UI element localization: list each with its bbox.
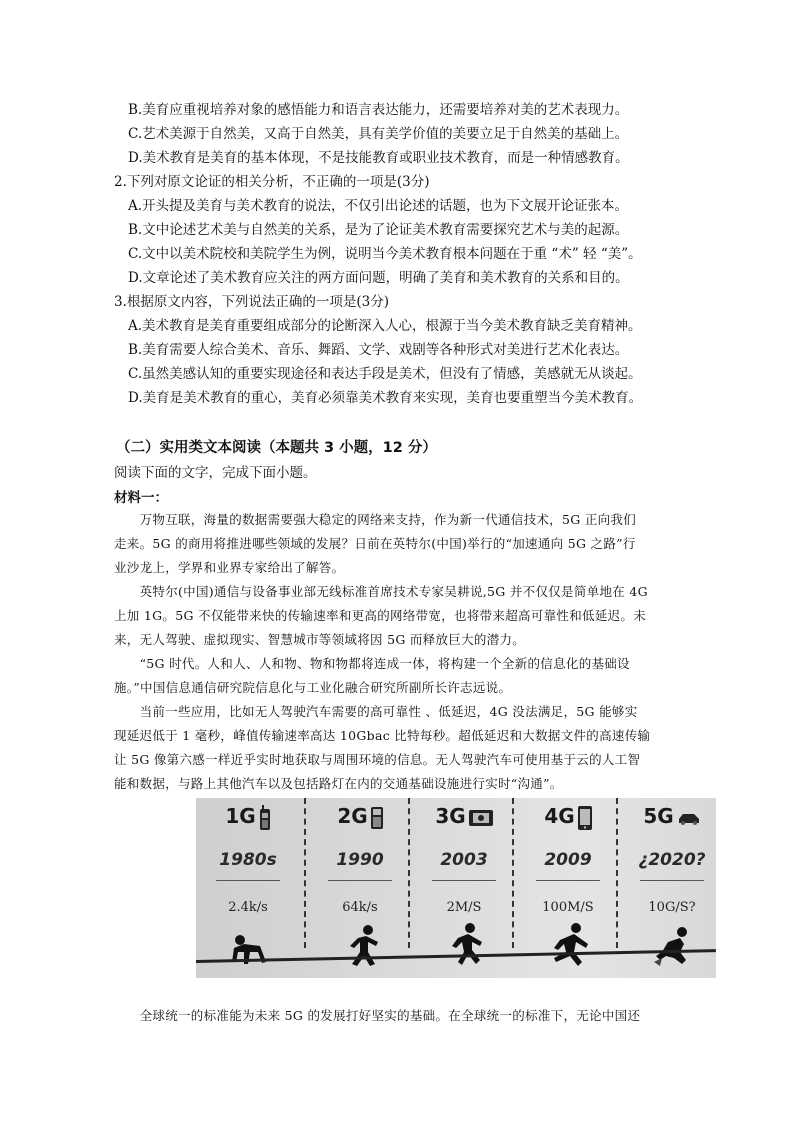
generation-year: 1980s	[219, 850, 277, 870]
generation-label: 5G	[643, 804, 674, 828]
paragraph-line: 业沙龙上，学界和业界专家给出了解答。	[114, 560, 345, 575]
rocket-figure-icon	[652, 922, 696, 968]
q3-option-a: A.美术教育是美育重要组成部分的论断深入人心，根源于当今美术教育缺乏美育精神。	[128, 318, 642, 334]
smartphone-icon	[578, 806, 592, 830]
generation-speed: 64k/s	[342, 900, 378, 915]
generation-speed: 2.4k/s	[228, 900, 268, 915]
generation-label: 3G	[435, 804, 466, 828]
generation-3g	[412, 798, 516, 978]
q2-option-d: D.文章论述了美术教育应关注的两方面问题，明确了美育和美术教育的关系和目的。	[128, 270, 629, 286]
generation-1g	[196, 798, 300, 978]
paragraph-line: 让 5G 像第六感一样近乎实时地获取与周围环境的信息。无人驾驶汽车可使用基于云的人工智	[114, 752, 641, 767]
paragraph-line: 万物互联，海量的数据需要强大稳定的网络来支持，作为新一代通信技术，5G 正向我们	[114, 512, 637, 527]
paragraph-line: 全球统一的标准能为未来 5G 的发展打好坚实的基础。在全球统一的标准下，无论中国还	[114, 1008, 641, 1023]
car-icon	[677, 811, 701, 825]
q2-stem: 2.下列对原文论证的相关分析，不正确的一项是(3分)	[114, 174, 430, 190]
sprinting-figure-icon	[548, 922, 592, 968]
keypad-phone-icon	[371, 807, 383, 829]
generation-speed: 2M/S	[446, 900, 482, 915]
paragraph-line: “5G 时代。人和人、人和物、物和物都将连成一体，将构建一个全新的信息化的基础设	[114, 656, 630, 671]
generation-speed: 10G/S?	[648, 900, 696, 915]
paragraph-line: 当前一些应用，比如无人驾驶汽车需要的高可靠性 、低延迟，4G 没法满足，5G 能够实	[114, 704, 638, 719]
q3-stem: 3.根据原文内容，下列说法正确的一项是(3分)	[114, 294, 390, 310]
q1-option-d: D.美术教育是美育的基本体现，不是技能教育或职业技术教育，而是一种情感教育。	[128, 150, 629, 166]
generation-year: ¿2020?	[638, 850, 706, 870]
paragraph-line: 上加 1G。5G 不仅能带来快的传输速率和更高的网络带宽，也将带来超高可靠性和低延迟。未	[114, 608, 647, 623]
brick-phone-icon	[259, 805, 271, 831]
q2-option-a: A.开头提及美育与美术教育的说法，不仅引出论述的话题，也为下文展开论证张本。	[128, 198, 629, 214]
generation-year: 1990	[336, 850, 384, 870]
media-phone-icon	[469, 810, 493, 826]
running-figure-icon	[444, 922, 488, 968]
generation-speed: 100M/S	[542, 900, 594, 915]
paragraph-4	[114, 700, 684, 796]
paragraph-line: 能和数据，与路上其他汽车以及包括路灯在内的交通基础设施进行实时“沟通”。	[114, 776, 563, 791]
q1-option-b: B.美育应重视培养对象的感悟能力和语言表达能力，还需要培养对美的艺术表现力。	[128, 102, 629, 118]
paragraph-line: 走来。5G 的商用将推进哪些领域的发展？日前在英特尔(中国)举行的“加速通向 5G 之路”行	[114, 536, 636, 551]
section-heading: （二）实用类文本阅读（本题共 3 小题，12 分）	[116, 440, 437, 456]
material-label: 材料一：	[114, 490, 168, 506]
q3-option-d: D.美育是美术教育的重心，美育必须靠美术教育来实现，美育也要重塑当今美术教育。	[128, 390, 643, 406]
generation-label: 4G	[544, 804, 575, 828]
generation-label: 2G	[337, 804, 368, 828]
paragraph-line: 现延迟低于 1 毫秒，峰值传输速率高达 10Gbac 比特每秒。超低延迟和大数据文件的高速传输	[114, 728, 651, 743]
generation-label: 1G	[225, 804, 256, 828]
paragraph-3	[114, 652, 684, 700]
generation-year: 2003	[440, 850, 488, 870]
paragraph-line: 来，无人驾驶、虚拟现实、智慧城市等领域将因 5G 而释放巨大的潜力。	[114, 632, 526, 647]
q2-option-c: C.文中以美术院校和美院学生为例，说明当今美术教育根本问题在于重 “术” 轻 “美”。	[128, 246, 642, 262]
generation-year: 2009	[544, 850, 592, 870]
network-generations-figure	[196, 798, 716, 978]
paragraph-1	[114, 508, 684, 580]
q3-option-b: B.美育需要人综合美术、音乐、舞蹈、文学、戏剧等各种形式对美进行艺术化表达。	[128, 342, 629, 358]
paragraph-line: 施。”中国信息通信研究院信息化与工业化融合研究所副所长许志远说。	[114, 680, 512, 695]
walking-figure-icon	[340, 922, 384, 968]
q1-option-c: C.艺术美源于自然美，又高于自然美，具有美学价值的美要立足于自然美的基础上。	[128, 126, 629, 142]
paragraph-2	[114, 580, 684, 652]
section-instruction: 阅读下面的文字，完成下面小题。	[114, 465, 317, 481]
q3-option-c: C.虽然美感认知的重要实现途径和表达手段是美术，但没有了情感，美感就无从谈起。	[128, 366, 642, 382]
generation-2g	[308, 798, 412, 978]
q2-option-b: B.文中论述艺术美与自然美的关系，是为了论证美术教育需要探究艺术与美的起源。	[128, 222, 629, 238]
paragraph-line: 英特尔(中国)通信与设备事业部无线标准首席技术专家吴耕说,5G 并不仅仅是简单地在 4G	[114, 584, 648, 599]
paragraph-5	[114, 1004, 684, 1028]
